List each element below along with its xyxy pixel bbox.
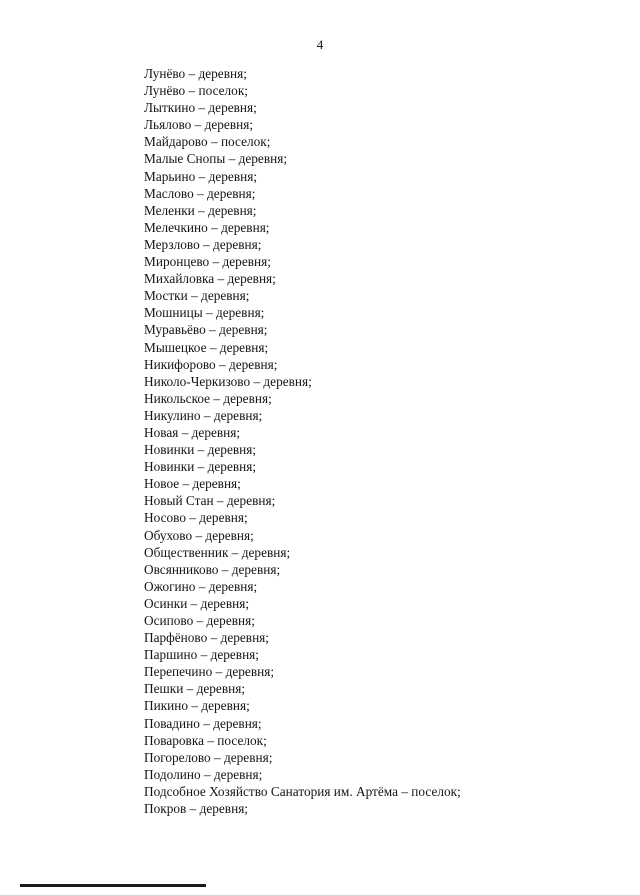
settlement-entry: Марьино – деревня;: [144, 168, 258, 184]
settlement-list: [144, 65, 461, 817]
settlement-entry: Пешки – деревня;: [144, 681, 246, 697]
settlement-entry: Парфёново – деревня;: [144, 630, 269, 646]
settlement-entry: Лунёво – деревня;: [144, 66, 247, 81]
settlement-entry: Подсобное Хозяйство Санатория им. Артёма – поселок;: [144, 783, 461, 799]
settlement-entry: Паршино – деревня;: [144, 647, 259, 663]
footer-rule: [20, 884, 206, 887]
settlement-entry: Меленки – деревня;: [144, 202, 257, 218]
settlement-entry: Мелечкино – деревня;: [144, 219, 270, 235]
settlement-entry: Общественник – деревня;: [144, 544, 291, 560]
settlement-entry: Обухово – деревня;: [144, 527, 254, 543]
settlement-entry: Повадино – деревня;: [144, 715, 262, 731]
settlement-entry: Майдарово – поселок;: [144, 134, 271, 150]
settlement-entry: Покров – деревня;: [144, 801, 249, 817]
page-number: 4: [316, 37, 324, 52]
settlement-entry: Мостки – деревня;: [144, 288, 250, 304]
settlement-entry: Мерзлово – деревня;: [144, 236, 262, 252]
settlement-entry: Лыткино – деревня;: [144, 100, 257, 116]
settlement-entry: Михайловка – деревня;: [144, 271, 276, 287]
settlement-entry: Поваровка – поселок;: [144, 732, 267, 748]
settlement-entry: Новый Стан – деревня;: [144, 493, 276, 509]
settlement-entry: Осипово – деревня;: [144, 613, 255, 628]
settlement-entry: Носово – деревня;: [144, 510, 248, 526]
settlement-entry: Осинки – деревня;: [144, 595, 250, 611]
settlement-entry: Малые Снопы – деревня;: [144, 151, 288, 167]
settlement-entry: Овсянниково – деревня;: [144, 561, 281, 577]
settlement-entry: Новинки – деревня;: [144, 442, 257, 458]
settlement-entry: Пикино – деревня;: [144, 698, 250, 714]
settlement-entry: Подолино – деревня;: [144, 766, 263, 782]
settlement-entry: Николо-Черкизово – деревня;: [144, 373, 312, 389]
settlement-entry: Ожогино – деревня;: [144, 578, 258, 594]
settlement-entry: Миронцево – деревня;: [144, 254, 271, 270]
settlement-entry: Маслово – деревня;: [144, 185, 256, 201]
settlement-entry: Никольское – деревня;: [144, 390, 272, 406]
settlement-entry: Никифорово – деревня;: [144, 356, 278, 372]
settlement-entry: Новая – деревня;: [144, 424, 241, 440]
settlement-entry: Перепечино – деревня;: [144, 664, 275, 680]
settlement-entry: Никулино – деревня;: [144, 407, 263, 423]
settlement-entry: Новое – деревня;: [144, 476, 241, 492]
settlement-entry: Погорелово – деревня;: [144, 749, 273, 765]
settlement-entry: Муравьёво – деревня;: [144, 322, 268, 338]
settlement-entry: Льялово – деревня;: [144, 117, 254, 133]
settlement-entry: Новинки – деревня;: [144, 459, 257, 475]
settlement-entry: Мошницы – деревня;: [144, 305, 265, 321]
settlement-entry: Мышецкое – деревня;: [144, 339, 269, 355]
settlement-entry: Лунёво – поселок;: [144, 83, 248, 99]
